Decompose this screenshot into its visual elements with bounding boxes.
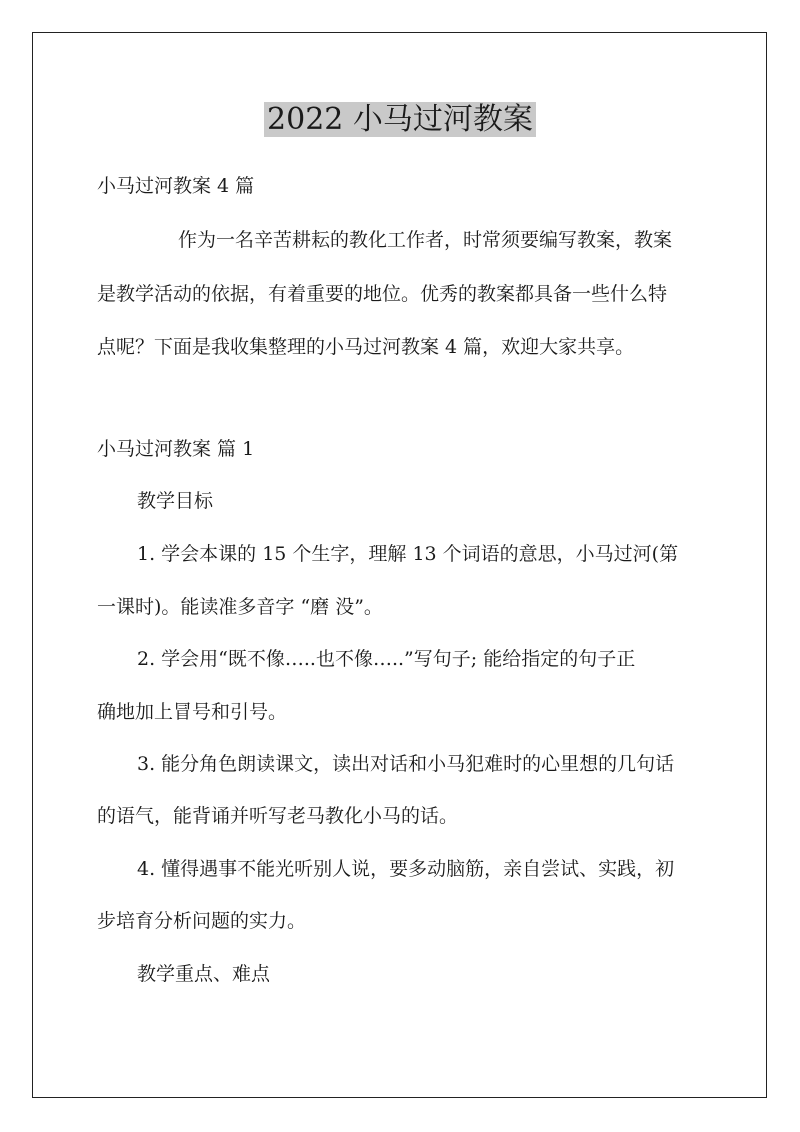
- objective-1-line-1: 1. 学会本课的 15 个生字，理解 13 个词语的意思，小马过河(第: [137, 543, 679, 565]
- intro-line-3: 点呢？下面是我收集整理的小马过河教案 4 篇，欢迎大家共享。: [97, 336, 635, 358]
- objectives-heading: 教学目标: [137, 490, 214, 512]
- document-title: [0, 100, 800, 140]
- objective-3-line-2: 的语气，能背诵并听写老马教化小马的话。: [97, 805, 459, 827]
- section-heading: 小马过河教案 篇 1: [97, 438, 255, 460]
- document-subtitle: 小马过河教案 4 篇: [97, 175, 255, 197]
- objective-2-line-2: 确地加上冒号和引号。: [97, 701, 288, 723]
- key-points-heading: 教学重点、难点: [137, 963, 271, 985]
- document-title-text: 2022 小马过河教案: [264, 102, 536, 137]
- intro-line-2: 是教学活动的依据，有着重要的地位。优秀的教案都具备一些什么特: [97, 283, 668, 305]
- objective-4-line-1: 4. 懂得遇事不能光听别人说，要多动脑筋，亲自尝试、实践，初: [137, 858, 675, 880]
- objective-4-line-2: 步培育分析问题的实力。: [97, 910, 307, 932]
- objective-3-line-1: 3. 能分角色朗读课文，读出对话和小马犯难时的心里想的几句话: [137, 753, 675, 775]
- objective-2-line-1: 2. 学会用“既不像…..也不像…..”写句子; 能给指定的句子正: [137, 648, 636, 670]
- objective-1-line-2: 一课时)。能读准多音字 “磨 没”。: [97, 596, 383, 618]
- intro-line-1: 作为一名辛苦耕耘的教化工作者，时常须要编写教案，教案: [178, 229, 673, 251]
